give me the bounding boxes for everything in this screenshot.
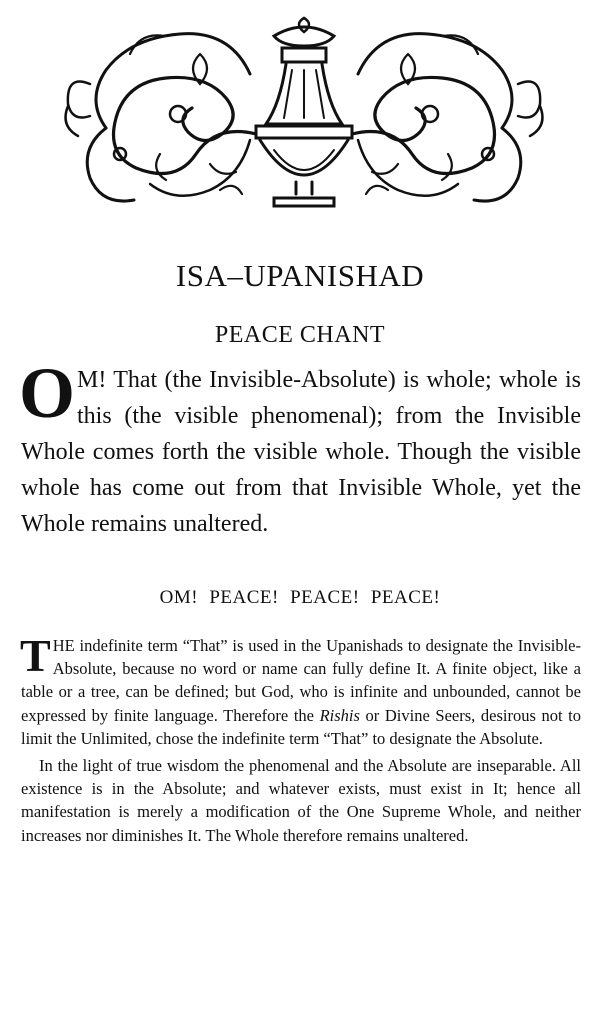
peace-invocation: OM! PEACE! PEACE! PEACE!: [159, 587, 441, 608]
paragraph-text: indefinite term “That” is used in the Upanishads to designate the Invisible-Absolute, because no word or name can fully define It. A finite object, like a table or a tree, can be defined; but God, who is infinite and unbounded, cannot be expressed by finite language. Therefore the: [21, 636, 581, 725]
paragraph-text: or Divine Seers, desirous not to limit the Unlimited, chose the indefinite term “That” to designate the Absolute.: [21, 705, 581, 748]
drop-cap: O: [19, 353, 72, 433]
section-heading: PEACE CHANT: [214, 322, 386, 348]
chant-body: That (the Invisible-Absolute) is whole; whole is this (the visible phenomenal); from the Invisible Whole comes forth the visible whole. Though the visible whole has come out from that Invisible Whole, yet the Whole remains unaltered.: [21, 367, 581, 537]
decorative-headpiece-ornament: [60, 14, 548, 214]
peace-chant-text: [19, 353, 581, 542]
drop-cap: T: [20, 630, 51, 681]
italic-term: Rishis: [319, 705, 360, 725]
chant-lead: M!: [77, 367, 107, 393]
commentary-paragraph: [20, 630, 581, 750]
commentary: [20, 630, 581, 847]
paragraph-lead: HE: [52, 636, 75, 655]
commentary-paragraph: In the light of true wisdom the phenomenal and the Absolute are inseparable. All existence is in the Absolute; and whatever exists, must exist in It; hence all manifestation is merely a modification of the One Supreme Whole, and neither increases nor diminishes It. The Whole therefore remains unaltered.: [21, 756, 581, 845]
page-title: ISA–UPANISHAD: [175, 258, 425, 293]
